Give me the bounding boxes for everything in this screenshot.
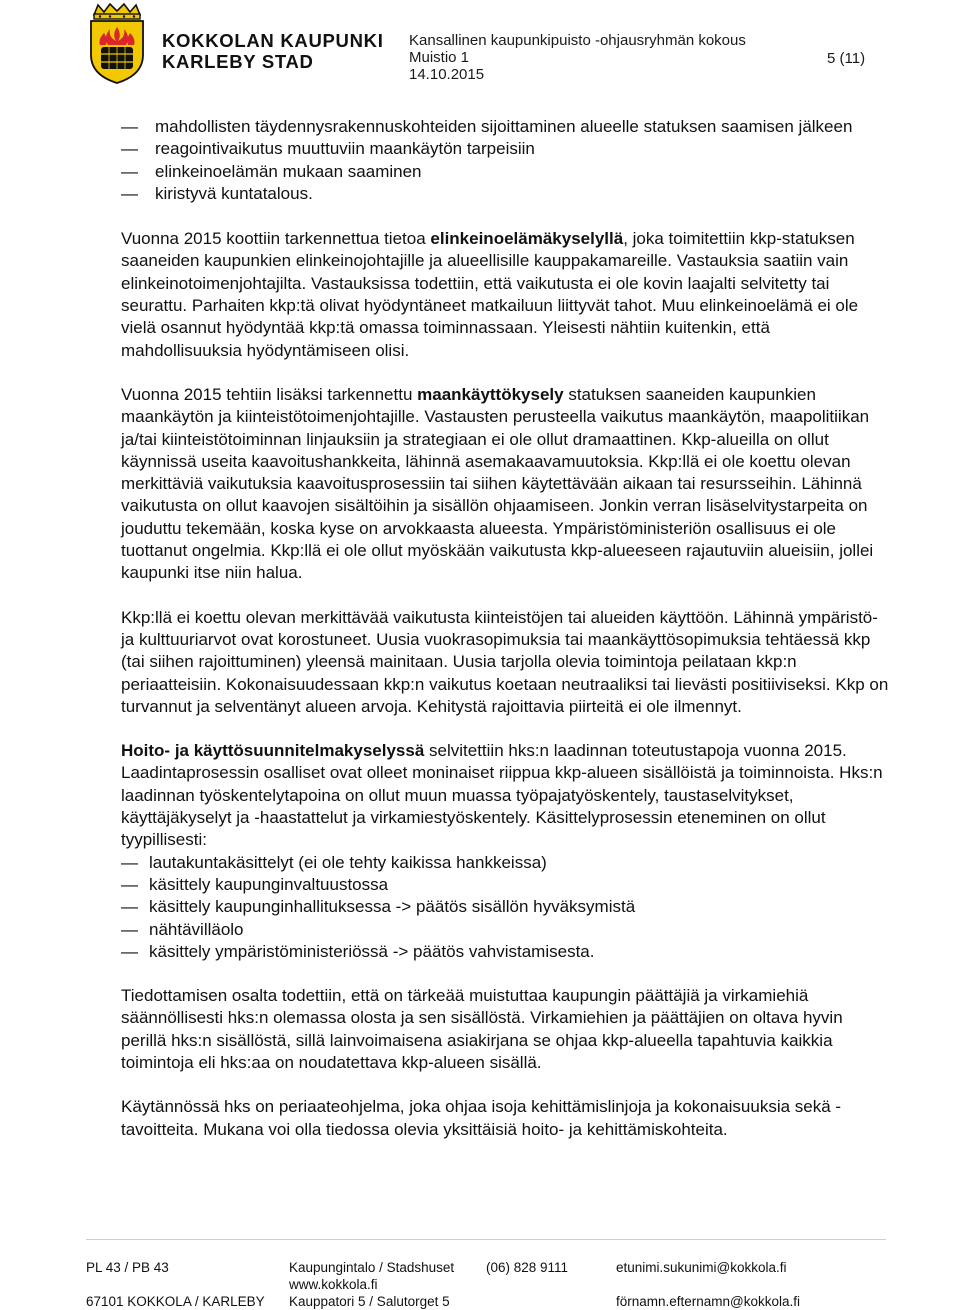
paragraph-communication: Tiedottamisen osalta todettiin, että on tärkeää muistuttaa kaupungin päättäjiä ja virkamiehiä säännöllisesti hks:n olemassa olosta ja sen sisällöstä. Virkamiehien ja päättäjien on oltava hyvin perillä hks:n sisällöstä, sillä lainvoimaisena asiakirjana se ohjaa kkp-alueella tapahtuvia kaikkia toimintoja eli hks:aa on noudatettava kkp-alueen sisällä. <box>121 986 843 1072</box>
city-name <box>162 30 384 72</box>
city-name-fi: KOKKOLAN KAUPUNKI <box>162 30 384 51</box>
paragraph-text: Vuonna 2015 tehtiin lisäksi tarkennettu <box>121 384 418 404</box>
footer-email <box>616 1259 800 1310</box>
footer-building: Kaupungintalo / Stadshuset <box>289 1260 455 1275</box>
list-item: — reagointivaikutus muuttuviin maankäytön tarpeisiin <box>121 138 891 160</box>
footer-email-sv[interactable]: förnamn.efternamn@kokkola.fi <box>616 1294 801 1309</box>
footer-visiting-address <box>289 1259 454 1310</box>
paragraph-text: statuksen saaneiden kaupunkien maankäytön ja kiinteistötoimenjohtajille. Vastausten perusteella vaikutus maankäytön, maapolitiikan ja/tai kiinteistötoiminnan linjauksiin ja strategiaan ei ole ollut dramaattinen. Kkp-alueilla on ollut käynnissä useita kaavoitushankkeita, lähinnä asemakaavamuutoksia. Kkp:llä ei ole koettu olevan merkittäviä vaikutuksia kaavoitusprosessiin tai siihen käytettävään aikaan tai resursseihin. Lähinnä vaikutusta on ollut kaavojen sisältöihin ja sisällön ohjaamiseen. Jonkin verran lisäselvitystarpeita on jouduttu tekemään, koska kyse on arvokkaasta alueesta. Ympäristöministeriön osallisuus ei ole tuottanut ongelmia. Kkp:llä ei ole ollut myöskään vaikutusta kkp-alueeseen rajautuviin alueisiin, jollei kaupunki itse niin halua. <box>121 384 874 583</box>
footer-postal-code: 67101 KOKKOLA / KARLEBY <box>86 1294 265 1309</box>
document-body <box>121 116 891 1141</box>
city-crest-logo <box>86 3 148 85</box>
footer-postal-address <box>86 1259 265 1310</box>
paragraph-text: Vuonna 2015 koottiin tarkennettua tietoa <box>121 229 431 249</box>
paragraph-text: , joka toimitettiin kkp-statuksen saaneiden kaupunkien elinkeinojohtajille ja alueellisille kauppakamareille. Vastauksia saatiin vain elinkeinotoimenjohtajilta. Vastauksissa todettiin, että vaikutusta ei ole kovin laajalti selvitetty tai seurattu. Parhaiten kkp:tä olivat hyödyntäneet matkailuun liittyvät tahot. Muu elinkeinoelämä ei ole vielä osannut hyödyntää kkp:tä omassa toiminnassaan. Yleisesti nähtiin kuitenkin, että mahdollisuuksia hyödyntämiseen olisi. <box>121 229 859 360</box>
paragraph-business-survey <box>121 228 891 362</box>
paragraph-property-use: Kkp:llä ei koettu olevan merkittävää vaikutusta kiinteistöjen tai alueiden käyttöön. Lähinnä ympäristö- ja kulttuuriarvot ovat korostuneet. Uusia vuokrasopimuksia tai maankäyttösopimuksia tehtäessä kkp (tai siihen rajoittuminen) yleensä mainitaan. Uusia tarjolla olevia toimintoja peilataan kkp:n periaatteisiin. Kokonaisuudessaan kkp:n vaikutus koetaan neutraaliksi tai lievästi positiiviseksi. Kkp on turvannut ja selventänyt alueen arvoja. Kehitystä rajoittavia piirteitä ei ole ilmennyt. <box>121 607 889 716</box>
footer-po-box: PL 43 / PB 43 <box>86 1260 169 1275</box>
list-item: — käsittely ympäristöministeriössä -> päätös vahvistamisesta. <box>121 941 891 963</box>
list-item: — mahdollisten täydennysrakennuskohteiden sijoittaminen alueelle statuksen saamisen jälkeen <box>121 116 891 138</box>
paragraph-maintenance-survey <box>121 740 891 851</box>
paragraph-bold-term: maankäyttökysely <box>417 384 564 404</box>
paragraph-bold-term: Hoito- ja käyttösuunnitelmakyselyssä <box>121 741 425 761</box>
footer-phone-number: (06) 828 9111 <box>486 1260 569 1275</box>
footer-street: Kauppatori 5 / Salutorget 5 <box>289 1294 450 1309</box>
list-item: — elinkeinoelämän mukaan saaminen <box>121 161 891 183</box>
document-meta <box>409 32 746 83</box>
document-name: Muistio 1 <box>409 49 470 66</box>
footer-phone <box>486 1259 568 1276</box>
page-header <box>0 0 960 90</box>
list-item: — kiristyvä kuntatalous. <box>121 183 891 205</box>
paragraph-land-use-survey <box>121 384 891 585</box>
paragraph-bold-term: elinkeinoelämäkyselyllä <box>430 229 624 249</box>
paragraph-text: selvitettiin hks:n laadinnan toteutustapoja vuonna 2015. Laadintaprosessin osalliset ovat olleet moninaiset riippua kkp-alueen sisällöistä ja toiminnoista. Hks:n laadinnan työskentelytapoina on ollut muun muassa työpajatyöskentely, taustaselvitykset, käyttäjäkyselyt ja -haastattelut ja virkamiestyöskentely. Käsittelyprosessin eteneminen on ollut tyypillisesti: <box>121 741 883 850</box>
list-item: — lautakuntakäsittelyt (ei ole tehty kaikissa hankkeissa) <box>121 852 891 874</box>
footer-website-link[interactable]: www.kokkola.fi <box>289 1277 378 1292</box>
paragraph-practice: Käytännössä hks on periaateohjelma, joka ohjaa isoja kehittämislinjoja ja kokonaisuuksia sekä -tavoitteita. Mukana voi olla tiedossa olevia yksittäisiä hoito- ja kehittämiskohteita. <box>121 1097 842 1139</box>
list-item: — nähtävilläolo <box>121 919 891 941</box>
page-number: 5 (11) <box>827 50 866 67</box>
bullet-list-process <box>121 852 891 963</box>
footer-divider <box>86 1239 886 1240</box>
bullet-list-goals <box>121 116 891 205</box>
meeting-title: Kansallinen kaupunkipuisto -ohjausryhmän kokous <box>409 32 746 49</box>
city-name-sv: KARLEBY STAD <box>162 51 314 72</box>
footer-email-fi[interactable]: etunimi.sukunimi@kokkola.fi <box>616 1260 787 1275</box>
list-item: — käsittely kaupunginhallituksessa -> päätös sisällön hyväksymistä <box>121 896 891 918</box>
list-item: — käsittely kaupunginvaltuustossa <box>121 874 891 896</box>
document-date: 14.10.2015 <box>409 66 485 83</box>
